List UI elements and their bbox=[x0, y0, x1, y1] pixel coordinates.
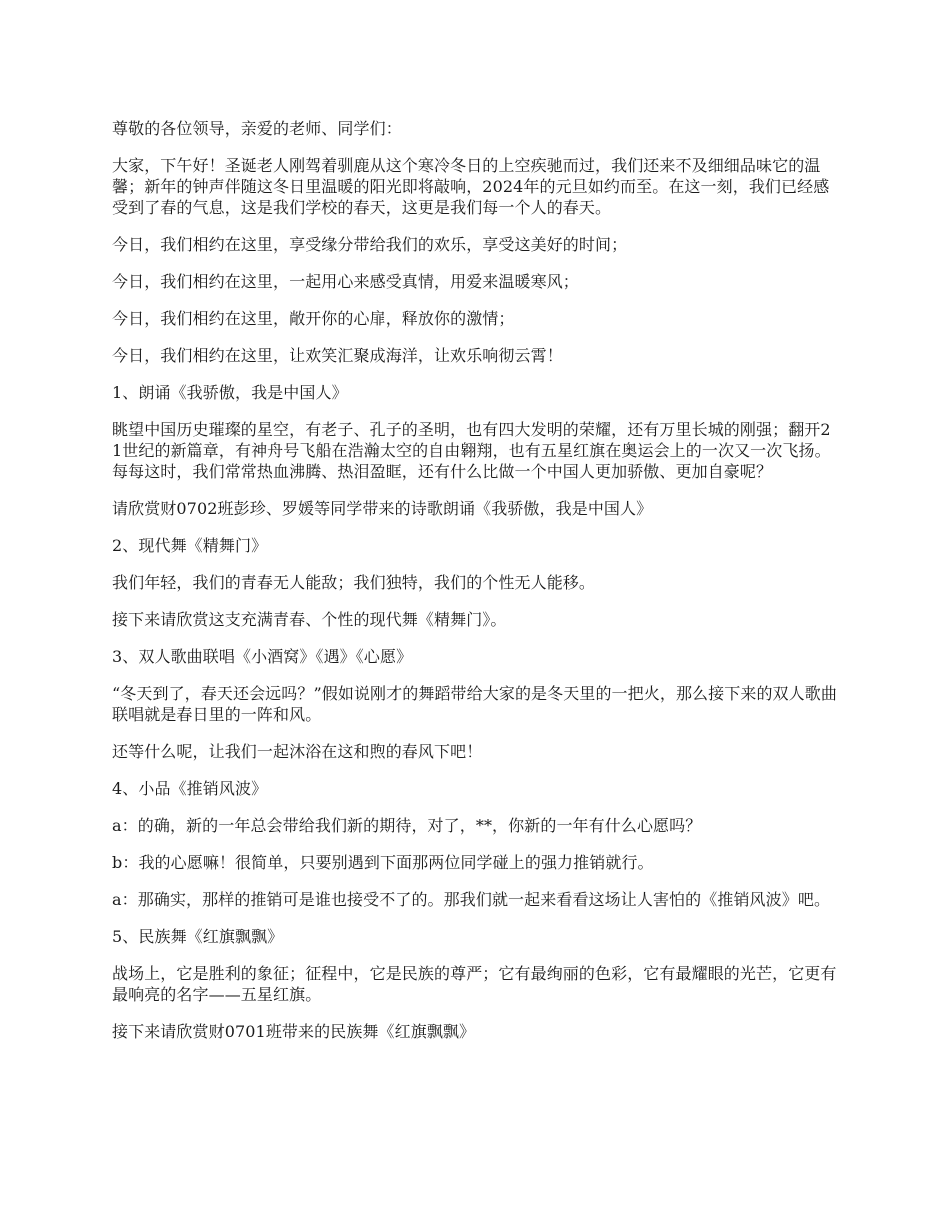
program-heading-5: 5、民族舞《红旗飘飘》 bbox=[112, 927, 284, 946]
verse-line-4: 今日，我们相约在这里，让欢笑汇聚成海洋，让欢乐响彻云霄！ bbox=[112, 346, 563, 365]
salutation: 尊敬的各位领导，亲爱的老师、同学们： bbox=[112, 119, 402, 138]
verse-line-2: 今日，我们相约在这里，一起用心来感受真情，用爱来温暖寒风； bbox=[112, 272, 579, 291]
program-intro-3: “冬天到了，春天还会远吗？”假如说刚才的舞蹈带给大家的是冬天里的一把火，那么接下来的双人歌曲联唱就是春日里的一阵和风。 bbox=[112, 684, 837, 724]
program-heading-3: 3、双人歌曲联唱《小酒窝》《遇》《心愿》 bbox=[112, 647, 413, 666]
program-heading-1: 1、朗诵《我骄傲，我是中国人》 bbox=[112, 383, 348, 402]
verse-line-3: 今日，我们相约在这里，敞开你的心扉，释放你的激情； bbox=[112, 309, 515, 328]
program-intro-2: 我们年轻，我们的青春无人能敌；我们独特，我们的个性无人能移。 bbox=[112, 573, 596, 592]
dialogue-a-1: a：的确，新的一年总会带给我们新的期待，对了，**，你新的一年有什么心愿吗？ bbox=[112, 816, 702, 835]
program-heading-4: 4、小品《推销风波》 bbox=[112, 779, 268, 798]
dialogue-b-1: b：我的心愿嘛！很简单，只要别遇到下面那两位同学碰上的强力推销就行。 bbox=[112, 853, 654, 872]
program-intro-1: 眺望中国历史璀璨的星空，有老子、孔子的圣明，也有四大发明的荣耀，还有万里长城的刚强；翻开21世纪的新篇章，有神舟号飞船在浩瀚太空的自由翱翔，也有五星红旗在奥运会上的一次又一次飞扬。每每这时，我们常常热血沸腾、热泪盈眶，还有什么比做一个中国人更加骄傲、更加自豪呢？ bbox=[112, 420, 831, 481]
program-intro-5: 战场上，它是胜利的象征；征程中，它是民族的尊严；它有最绚丽的色彩，它有最耀眼的光芒，它更有最响亮的名字——五星红旗。 bbox=[112, 964, 837, 1004]
program-invite-3: 还等什么呢，让我们一起沐浴在这和煦的春风下吧！ bbox=[112, 742, 483, 761]
opening-paragraph: 大家，下午好！圣诞老人刚驾着驯鹿从这个寒冷冬日的上空疾驰而过，我们还来不及细细品味它的温馨；新年的钟声伴随这冬日里温暖的阳光即将敲响，2024年的元旦如约而至。在这一刻，我们已经感受到了春的气息，这是我们学校的春天，这更是我们每一个人的春天。 bbox=[112, 156, 830, 217]
dialogue-a-2: a：那确实，那样的推销可是谁也接受不了的。那我们就一起来看看这场让人害怕的《推销风波》吧。 bbox=[112, 890, 831, 909]
program-invite-1: 请欣赏财0702班彭珍、罗媛等同学带来的诗歌朗诵《我骄傲，我是中国人》 bbox=[112, 499, 653, 518]
verse-line-1: 今日，我们相约在这里，享受缘分带给我们的欢乐，享受这美好的时间； bbox=[112, 235, 628, 254]
program-invite-2: 接下来请欣赏这支充满青春、个性的现代舞《精舞门》。 bbox=[112, 610, 507, 629]
program-invite-5: 接下来请欣赏财0701班带来的民族舞《红旗飘飘》 bbox=[112, 1022, 476, 1041]
program-heading-2: 2、现代舞《精舞门》 bbox=[112, 536, 268, 555]
